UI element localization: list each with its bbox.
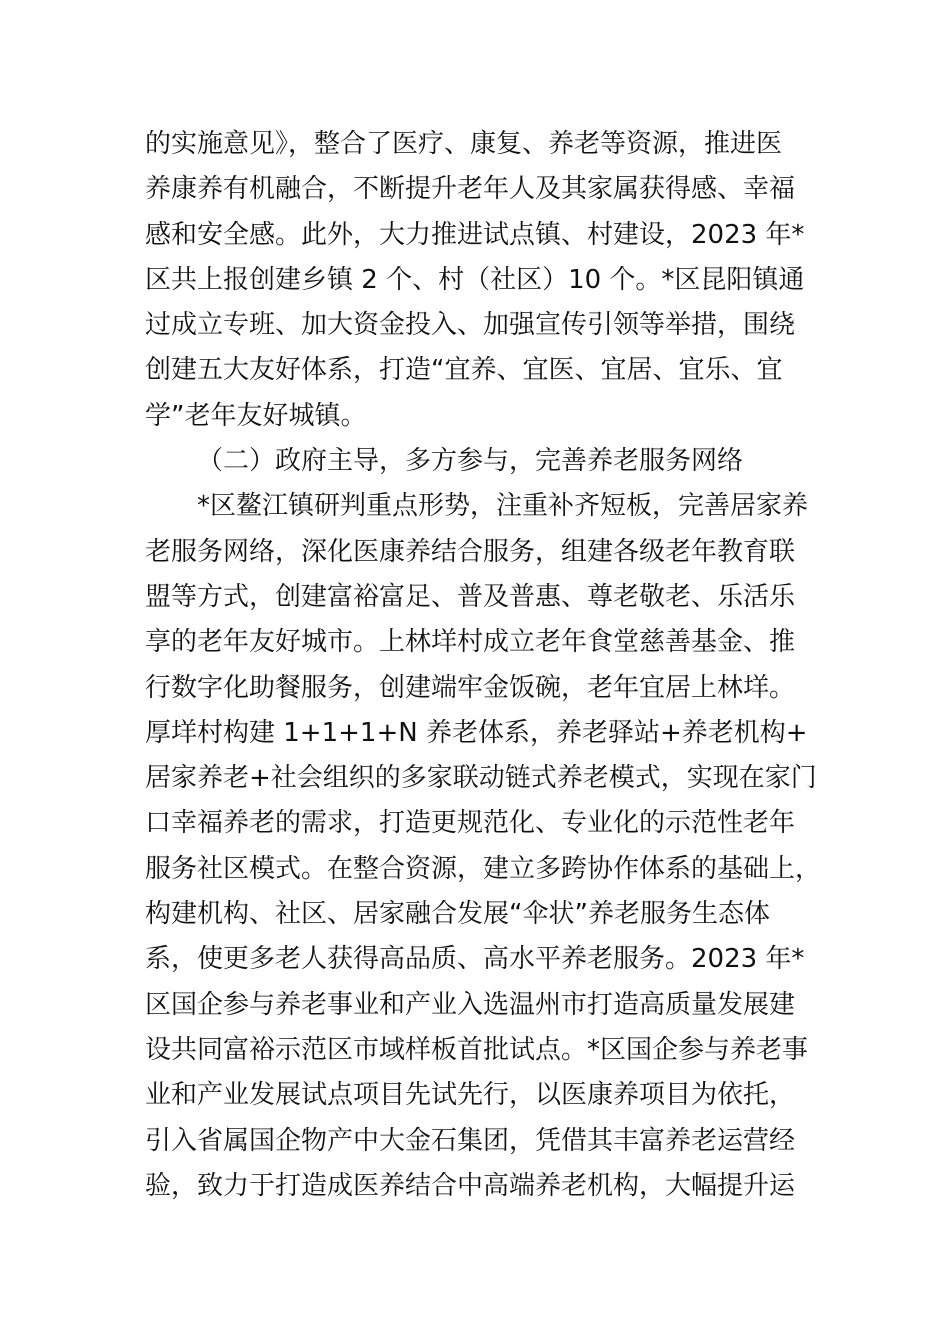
text-line: 构建机构、社区、居家融合发展“伞状”养老服务生态体 — [145, 899, 770, 930]
text-line: 系，使更多老人获得高品质、高水平养老服务。2023 年* — [145, 944, 805, 975]
text-line: 行数字化助餐服务，创建端牢金饭碗，老年宜居上林垟。 — [145, 672, 796, 703]
text-line: 设共同富裕示范区市域样板首批试点。*区国企参与养老事 — [145, 1034, 809, 1065]
text-line: 口幸福养老的需求，打造更规范化、专业化的示范性老年 — [145, 808, 796, 839]
text-line: 居家养老+社会组织的多家联动链式养老模式，实现在家门 — [145, 763, 817, 794]
document-body — [145, 122, 822, 1209]
text-line: 业和产业发展试点项目先试先行，以医康养项目为依托， — [145, 1080, 796, 1111]
text-line: 感和安全感。此外，大力推进试点镇、村建设，2023 年* — [145, 219, 805, 250]
text-line: 服务社区模式。在整合资源，建立多跨协作体系的基础上， — [145, 853, 822, 884]
text-line: 过成立专班、加大资金投入、加强宣传引领等举措，围绕 — [145, 310, 796, 341]
paragraph-first-line: *区鳌江镇研判重点形势，注重补齐短板，完善居家养 — [197, 491, 809, 522]
text-line: 厚垟村构建 1+1+1+N 养老体系，养老驿站+养老机构+ — [145, 717, 808, 748]
text-line: 老服务网络，深化医康养结合服务，组建各级老年教育联 — [145, 536, 796, 567]
text-line: 引入省属国企物产中大金石集团，凭借其丰富养老运营经 — [145, 1125, 796, 1156]
text-line: 养康养有机融合，不断提升老年人及其家属获得感、幸福 — [145, 174, 796, 205]
text-line: 区国企参与养老事业和产业入选温州市打造高质量发展建 — [145, 989, 796, 1020]
section-heading: （二）政府主导，多方参与，完善养老服务网络 — [197, 446, 744, 477]
text-line: 盟等方式，创建富裕富足、普及普惠、尊老敬老、乐活乐 — [145, 581, 796, 612]
text-line: 学”老年友好城镇。 — [145, 400, 367, 431]
text-line: 的实施意见》，整合了医疗、康复、养老等资源，推进医 — [145, 129, 783, 159]
text-line: 验，致力于打造成医养结合中高端养老机构，大幅提升运 — [145, 1170, 796, 1201]
text-line: 享的老年友好城市。上林垟村成立老年食堂慈善基金、推 — [145, 627, 796, 658]
text-line: 区共上报创建乡镇 2 个、村（社区）10 个。*区昆阳镇通 — [145, 264, 805, 295]
text-line: 创建五大友好体系，打造“宜养、宜医、宜居、宜乐、宜 — [145, 355, 783, 386]
